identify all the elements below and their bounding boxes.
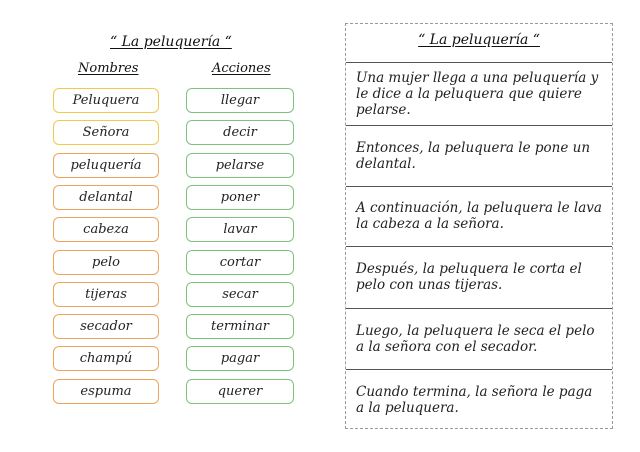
nombre-card[interactable]: peluquería	[53, 153, 159, 178]
nombre-card[interactable]: Señora	[53, 120, 159, 145]
story-sentence[interactable]: Luego, la peluquera le seca el pelo a la señora con el secador.	[356, 322, 595, 355]
story-sentence[interactable]: Entonces, la peluquera le pone un delantal.	[356, 139, 591, 172]
accion-card[interactable]: querer	[186, 379, 294, 404]
accion-card[interactable]: llegar	[186, 88, 294, 113]
story-title: “ La peluquería “	[418, 32, 540, 48]
story-sentence[interactable]: Una mujer llega a una peluquería y le dice a la peluquera que quiere pelarse.	[356, 69, 599, 118]
accion-card[interactable]: secar	[186, 282, 294, 307]
nombre-card[interactable]: cabeza	[53, 217, 159, 242]
nombre-card[interactable]: Peluquera	[53, 88, 159, 113]
accion-card[interactable]: decir	[186, 120, 294, 145]
accion-card[interactable]: terminar	[186, 314, 294, 339]
accion-card[interactable]: pagar	[186, 346, 294, 371]
acciones-header: Acciones	[212, 61, 271, 76]
accion-card[interactable]: pelarse	[186, 153, 294, 178]
story-panel	[345, 23, 613, 429]
story-sentence[interactable]: Después, la peluquera le corta el pelo con unas tijeras.	[356, 261, 582, 293]
nombre-card[interactable]: pelo	[53, 250, 159, 275]
accion-card[interactable]: lavar	[186, 217, 294, 242]
nombre-card[interactable]: champú	[53, 346, 159, 371]
story-sentence[interactable]: Cuando termina, la señora le paga a la peluquera.	[356, 383, 593, 416]
nombre-card[interactable]: tijeras	[53, 282, 159, 307]
nombre-card[interactable]: secador	[53, 314, 159, 339]
nombre-card[interactable]: espuma	[53, 379, 159, 404]
worksheet-title: “ La peluquería “	[110, 34, 232, 50]
story-sentence[interactable]: A continuación, la peluquera le lava la cabeza a la señora.	[356, 200, 602, 232]
nombre-card[interactable]: delantal	[53, 185, 159, 210]
accion-card[interactable]: poner	[186, 185, 294, 210]
accion-card[interactable]: cortar	[186, 250, 294, 275]
nombres-header: Nombres	[78, 61, 139, 76]
